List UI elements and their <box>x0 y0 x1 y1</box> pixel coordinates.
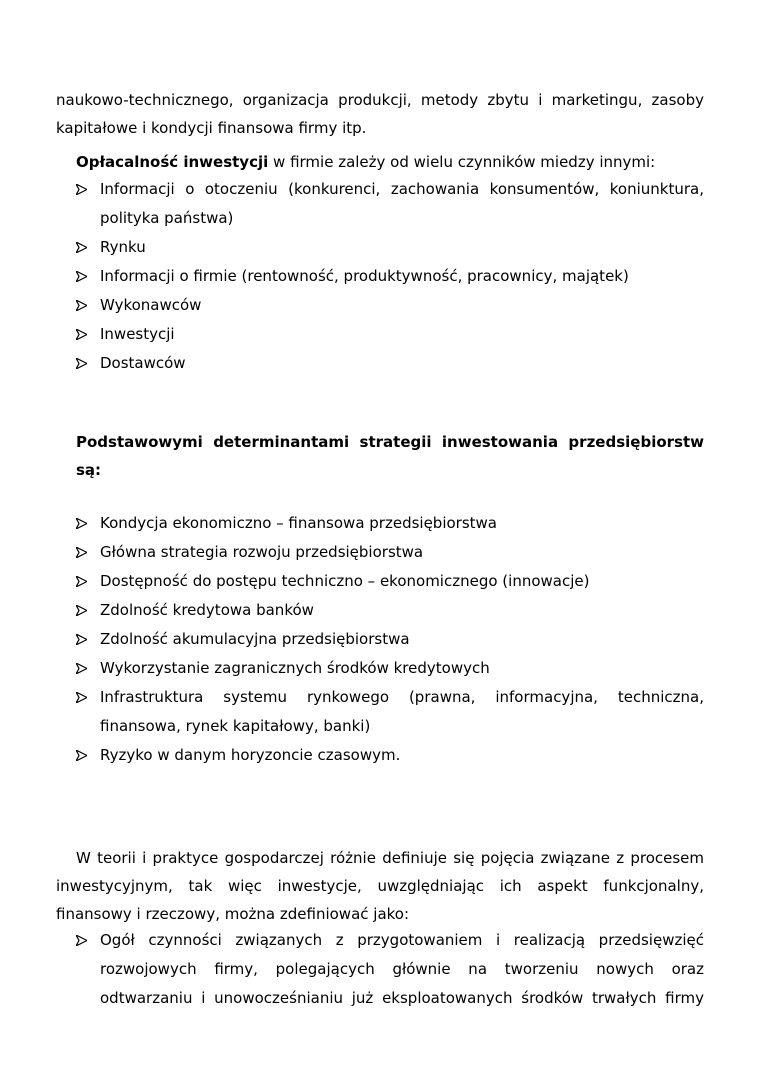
text-line: finansowy i rzeczowy, można zdefiniować jako: <box>56 905 410 923</box>
text-line: Podstawowymi determinantami strategii inwestowania przedsiębiorstw <box>76 433 704 451</box>
arrow-bullet-icon <box>76 291 92 320</box>
text-line: Wykorzystanie zagranicznych środków kredytowych <box>100 659 490 677</box>
text-line: Główna strategia rozwoju przedsiębiorstwa <box>100 543 424 561</box>
text-line: Dostępność do postępu techniczno – ekonomicznego (innowacje) <box>100 572 590 590</box>
list-item <box>56 741 704 770</box>
text-line: Wykonawców <box>100 296 202 314</box>
text-line: Infrastruktura systemu rynkowego (prawna, informacyjna, techniczna, <box>100 688 704 706</box>
paragraph-profitability <box>56 148 704 176</box>
text-line: Kondycja ekonomiczno – finansowa przedsiębiorstwa <box>100 514 497 532</box>
bullet-list-determinants <box>56 509 704 770</box>
bullet-list-definitions <box>56 926 704 1013</box>
text-line: Inwestycji <box>100 325 175 343</box>
text-line: Dostawców <box>100 354 186 372</box>
list-item <box>56 291 704 320</box>
bold-term: Opłacalność inwestycji <box>76 153 269 171</box>
text-line: kapitałowe i kondycji finansowa firmy itp. <box>56 119 367 137</box>
list-item <box>56 509 704 538</box>
text-line: Ryzyko w danym horyzoncie czasowym. <box>100 746 401 764</box>
text-line: rozwojowych firmy, polegających głównie na tworzeniu nowych oraz <box>100 960 704 978</box>
arrow-bullet-icon <box>76 262 92 291</box>
arrow-bullet-icon <box>76 567 92 596</box>
list-item <box>56 320 704 349</box>
list-item <box>56 175 704 233</box>
arrow-bullet-icon <box>76 175 92 204</box>
text-line: odtwarzaniu i unowocześnianiu już eksploatowanych środków trwałych firmy <box>100 989 704 1007</box>
text-line: Zdolność akumulacyjna przedsiębiorstwa <box>100 630 410 648</box>
list-item <box>56 625 704 654</box>
list-item <box>56 349 704 378</box>
arrow-bullet-icon <box>76 654 92 683</box>
arrow-bullet-icon <box>76 625 92 654</box>
section-heading-determinants <box>76 428 704 484</box>
text-line <box>56 148 704 176</box>
arrow-bullet-icon <box>76 233 92 262</box>
list-item <box>56 262 704 291</box>
text-line: Rynku <box>100 238 146 256</box>
arrow-bullet-icon <box>76 741 92 770</box>
list-item <box>56 233 704 262</box>
text-line: Informacji o otoczeniu (konkurenci, zachowania konsumentów, koniunktura, <box>100 180 704 198</box>
text-line: inwestycyjnym, tak więc inwestycje, uwzględniając ich aspekt funkcjonalny, <box>56 877 704 895</box>
bullet-list-factors <box>56 175 704 378</box>
arrow-bullet-icon <box>76 349 92 378</box>
paragraph-intro-continuation <box>56 86 704 142</box>
list-item <box>56 654 704 683</box>
arrow-bullet-icon <box>76 320 92 349</box>
text-run: w firmie zależy od wielu czynników miedzy innymi: <box>268 153 656 171</box>
list-item <box>56 538 704 567</box>
arrow-bullet-icon <box>76 926 92 955</box>
text-line: są: <box>76 461 102 479</box>
arrow-bullet-icon <box>76 509 92 538</box>
text-line: Informacji o firmie (rentowność, produktywność, pracownicy, majątek) <box>100 267 629 285</box>
text-line: finansowa, rynek kapitałowy, banki) <box>100 717 371 735</box>
text-line: Zdolność kredytowa banków <box>100 601 314 619</box>
text-line: polityka państwa) <box>100 209 234 227</box>
list-item <box>56 596 704 625</box>
arrow-bullet-icon <box>76 683 92 712</box>
arrow-bullet-icon <box>76 596 92 625</box>
list-item <box>56 567 704 596</box>
text-line: Ogół czynności związanych z przygotowaniem i realizacją przedsięwzięć <box>100 931 704 949</box>
text-line: naukowo-technicznego, organizacja produkcji, metody zbytu i marketingu, zasoby <box>56 91 704 109</box>
arrow-bullet-icon <box>76 538 92 567</box>
list-item <box>56 683 704 741</box>
paragraph-investment-definition <box>56 844 704 928</box>
text-line: W teorii i praktyce gospodarczej różnie definiuje się pojęcia związane z procesem <box>76 849 704 867</box>
list-item <box>56 926 704 1013</box>
